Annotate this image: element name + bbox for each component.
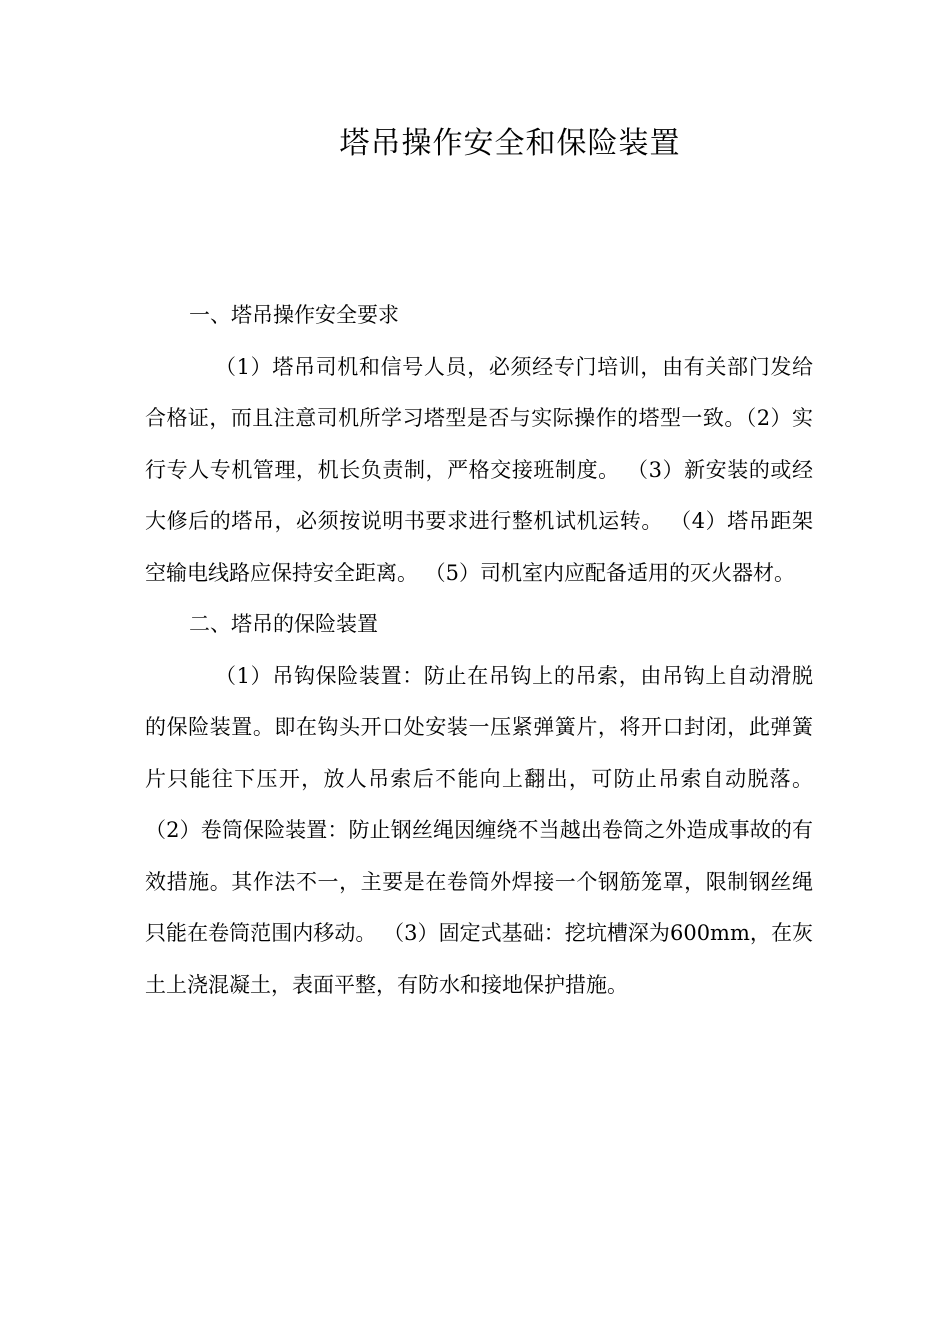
document-body — [145, 290, 813, 1011]
section-heading-safety-devices: 二、塔吊的保险装置 — [189, 612, 378, 636]
section-paragraph-safety-requirements: （1）塔吊司机和信号人员，必须经专门培训，由有关部门发给合格证，而且注意司机所学习塔型是否与实际操作的塔型一致。（2）实行专人专机管理，机长负责制，严格交接班制度。 （3）新安装的或经大修后的塔吊，必须按说明书要求进行整机试机运转。 （4）塔吊距架空输电线路应保持安全距离。 （5）司机室内应配备适用的灭火器材。 — [145, 354, 813, 585]
document-title: 塔吊操作安全和保险装置 — [339, 126, 681, 161]
section-heading-safety-requirements: 一、塔吊操作安全要求 — [189, 303, 399, 327]
section-paragraph-safety-devices: （1）吊钩保险装置：防止在吊钩上的吊索，由吊钩上自动滑脱的保险装置。即在钩头开口处安装一压紧弹簧片，将开口封闭，此弹簧片只能往下压开，放人吊索后不能向上翻出，可防止吊索自动脱落。 （2）卷筒保险装置：防止钢丝绳因缠绕不当越出卷筒之外造成事故的有效措施。其作法不一，主要是在卷筒外焊接一个钢筋笼罩，限制钢丝绳只能在卷筒范围内移动。 （3）固定式基础：挖坑槽深为600mm，在灰土上浇混凝土，表面平整，有防水和接地保护措施。 — [145, 663, 813, 997]
